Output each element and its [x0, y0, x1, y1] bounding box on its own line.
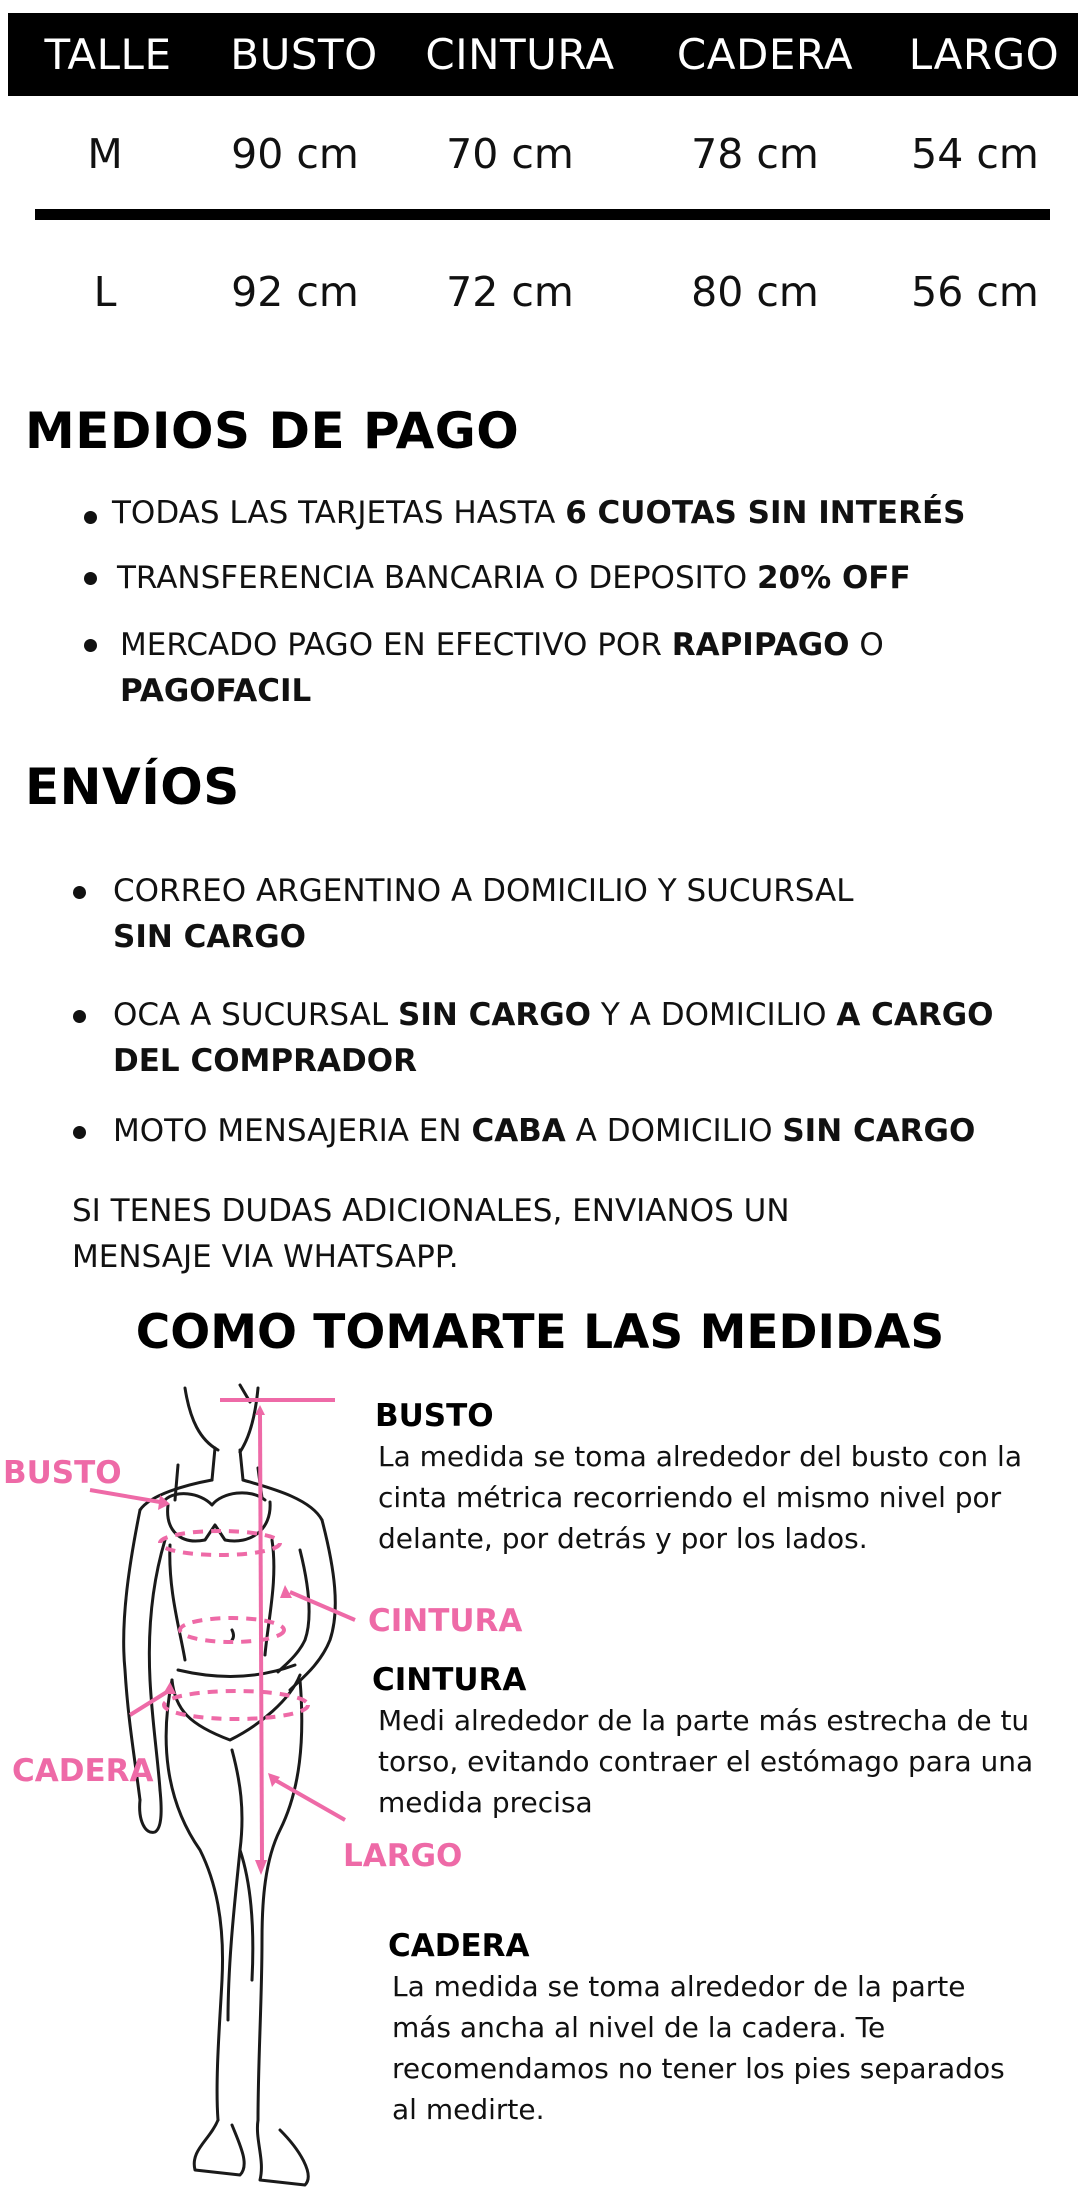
bullet-icon	[73, 1126, 86, 1139]
cell-cadera: 78 cm	[691, 130, 819, 178]
payment-item-cards: TODAS LAS TARJETAS HASTA 6 CUOTAS SIN INTERÉS	[112, 495, 966, 531]
bullet-icon	[84, 639, 97, 652]
cell-largo: 56 cm	[911, 268, 1039, 316]
cell-busto: 92 cm	[231, 268, 359, 316]
cell-cintura: 72 cm	[446, 268, 574, 316]
bullet-icon	[84, 511, 97, 524]
bullet-icon	[84, 572, 97, 585]
label-cadera: CADERA	[12, 1753, 154, 1789]
shipping-item-correo: CORREO ARGENTINO A DOMICILIO Y SUCURSAL SIN CARGO	[113, 873, 854, 955]
cintura-heading: CINTURA	[372, 1662, 527, 1698]
cell-largo: 54 cm	[911, 130, 1039, 178]
cell-talle: L	[93, 268, 117, 316]
payment-title: MEDIOS DE PAGO	[25, 402, 520, 460]
shipping-note: SI TENES DUDAS ADICIONALES, ENVIANOS UN MENSAJE VIA WHATSAPP.	[72, 1193, 790, 1275]
col-header-busto: BUSTO	[230, 30, 378, 79]
shipping-title: ENVÍOS	[25, 758, 240, 816]
cell-busto: 90 cm	[231, 130, 359, 178]
measure-title: COMO TOMARTE LAS MEDIDAS	[135, 1305, 945, 1360]
payment-item-transfer: TRANSFERENCIA BANCARIA O DEPOSITO 20% OFF	[117, 560, 911, 596]
col-header-cadera: CADERA	[676, 30, 854, 79]
label-largo: LARGO	[343, 1838, 463, 1874]
shipping-item-oca: OCA A SUCURSAL SIN CARGO Y A DOMICILIO A CARGO DEL COMPRADOR	[113, 997, 994, 1079]
bullet-icon	[73, 1010, 86, 1023]
table-divider	[35, 209, 1050, 220]
cell-cintura: 70 cm	[446, 130, 574, 178]
busto-description: La medida se toma alrededor del busto con la cinta métrica recorriendo el mismo nivel por delante, por detrás y por los lados.	[378, 1440, 1022, 1555]
col-header-talle: TALLE	[44, 30, 172, 79]
cell-cadera: 80 cm	[691, 268, 819, 316]
cadera-heading: CADERA	[388, 1928, 530, 1964]
col-header-largo: LARGO	[908, 30, 1060, 79]
col-header-cintura: CINTURA	[425, 30, 615, 79]
busto-heading: BUSTO	[375, 1398, 494, 1434]
size-table-header	[8, 13, 1078, 96]
label-busto: BUSTO	[3, 1455, 122, 1491]
shipping-item-moto: MOTO MENSAJERIA EN CABA A DOMICILIO SIN CARGO	[113, 1113, 976, 1149]
bullet-icon	[73, 886, 86, 899]
payment-item-cash: MERCADO PAGO EN EFECTIVO POR RAPIPAGO O PAGOFACIL	[120, 627, 884, 709]
cell-talle: M	[87, 130, 123, 178]
label-cintura: CINTURA	[368, 1603, 523, 1639]
cintura-description: Medi alrededor de la parte más estrecha de tu torso, evitando contraer el estómago para una medida precisa	[378, 1704, 1034, 1819]
body-figure-illustration	[0, 1380, 380, 2200]
cadera-description: La medida se toma alrededor de la parte más ancha al nivel de la cadera. Te recomendamos no tener los pies separados al medirte.	[392, 1970, 1005, 2126]
